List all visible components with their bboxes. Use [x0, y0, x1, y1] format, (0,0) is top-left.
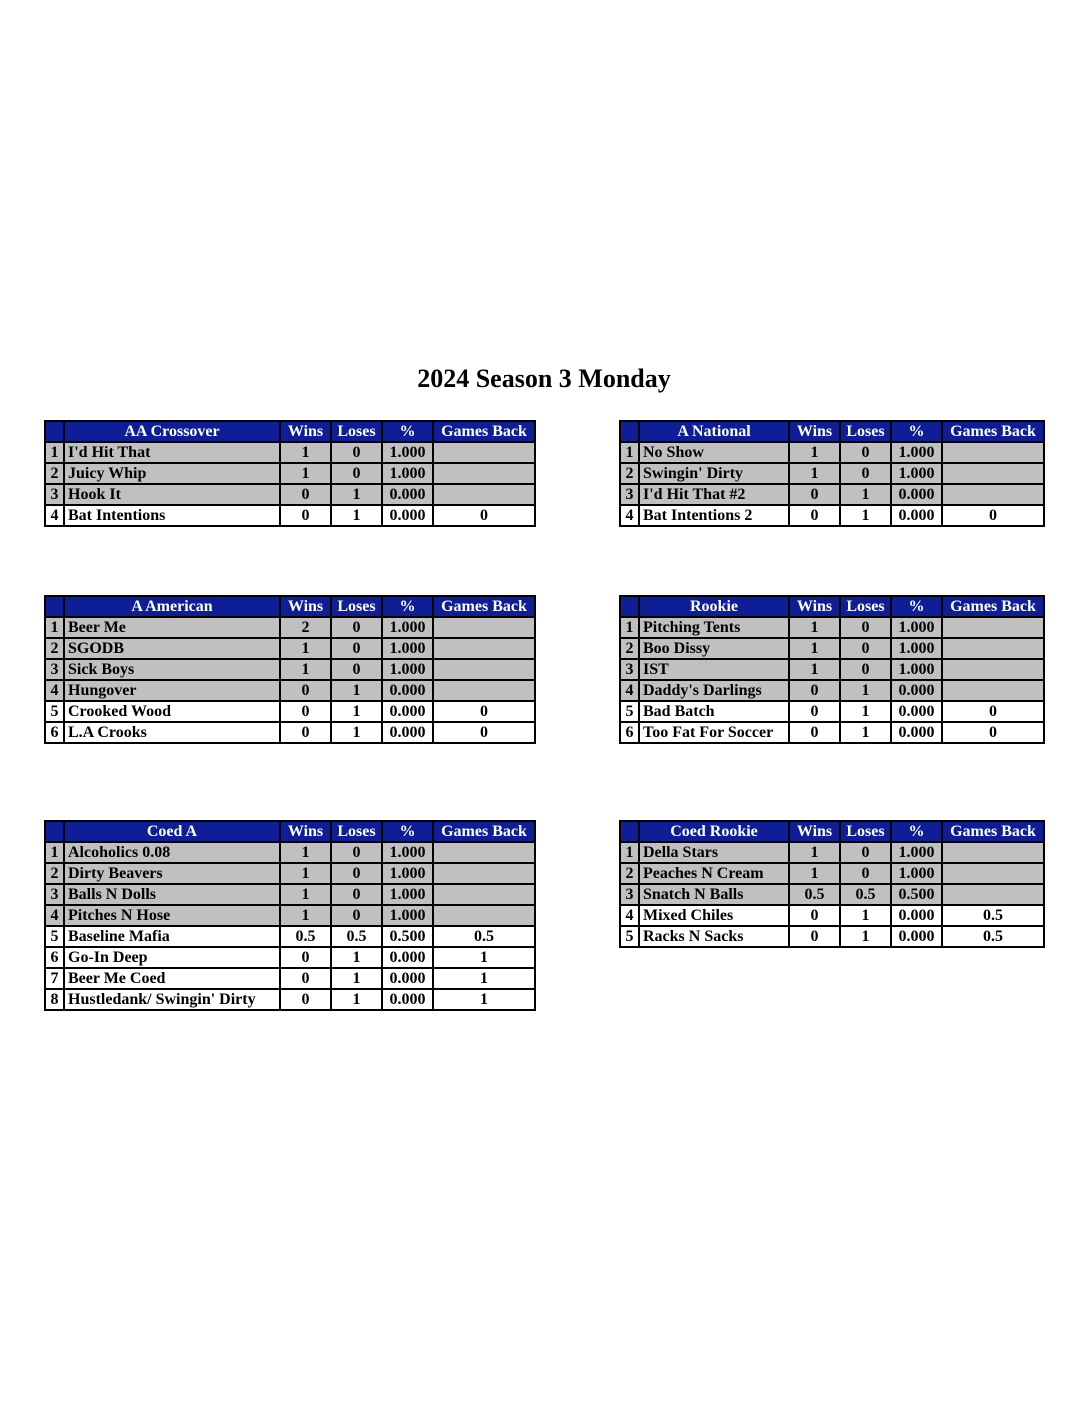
games-back-cell — [433, 463, 535, 484]
wins-cell: 0.5 — [280, 926, 331, 947]
table-row — [45, 926, 535, 947]
wins-cell: 1 — [280, 659, 331, 680]
pct-header: % — [891, 821, 942, 842]
loses-cell: 0 — [331, 659, 382, 680]
rank-cell: 2 — [620, 863, 639, 884]
wins-cell: 0 — [789, 505, 840, 526]
wins-cell: 0 — [789, 680, 840, 701]
table-row — [620, 638, 1044, 659]
loses-header: Loses — [331, 821, 382, 842]
table-header-row — [45, 421, 535, 442]
standings-table-rookie — [619, 595, 1045, 744]
rank-cell: 1 — [620, 442, 639, 463]
pct-cell: 0.000 — [382, 701, 433, 722]
rank-header — [620, 421, 639, 442]
rank-cell: 2 — [620, 638, 639, 659]
wins-cell: 1 — [280, 463, 331, 484]
rank-cell: 5 — [620, 926, 639, 947]
wins-cell: 0 — [280, 968, 331, 989]
games-back-cell — [942, 680, 1044, 701]
team-cell: Pitches N Hose — [64, 905, 280, 926]
rank-cell: 2 — [45, 863, 64, 884]
team-cell: Peaches N Cream — [639, 863, 789, 884]
team-cell: Crooked Wood — [64, 701, 280, 722]
loses-cell: 1 — [840, 680, 891, 701]
table-row — [45, 968, 535, 989]
loses-cell: 0 — [840, 842, 891, 863]
loses-cell: 0 — [331, 442, 382, 463]
wins-header: Wins — [280, 821, 331, 842]
table-row — [45, 463, 535, 484]
table-row — [620, 659, 1044, 680]
games-back-cell — [433, 659, 535, 680]
pct-cell: 0.000 — [382, 484, 433, 505]
table-row — [620, 863, 1044, 884]
team-cell: Too Fat For Soccer — [639, 722, 789, 743]
team-cell: Bad Batch — [639, 701, 789, 722]
rank-cell: 3 — [620, 484, 639, 505]
games-back-cell: 0 — [433, 701, 535, 722]
wins-cell: 1 — [789, 659, 840, 680]
pct-cell: 1.000 — [382, 884, 433, 905]
rank-header — [45, 596, 64, 617]
wins-cell: 1 — [280, 884, 331, 905]
team-cell: Racks N Sacks — [639, 926, 789, 947]
team-cell: Pitching Tents — [639, 617, 789, 638]
pct-cell: 0.000 — [382, 968, 433, 989]
games-back-cell — [433, 638, 535, 659]
pct-cell: 0.000 — [891, 701, 942, 722]
rank-cell: 3 — [620, 884, 639, 905]
loses-header: Loses — [331, 421, 382, 442]
loses-cell: 1 — [331, 722, 382, 743]
table-row — [45, 617, 535, 638]
pct-header: % — [891, 596, 942, 617]
wins-header: Wins — [789, 821, 840, 842]
team-cell: Bat Intentions 2 — [639, 505, 789, 526]
games-back-header: Games Back — [433, 596, 535, 617]
team-cell: No Show — [639, 442, 789, 463]
rank-cell: 4 — [620, 680, 639, 701]
table-row — [620, 484, 1044, 505]
games-back-cell — [942, 638, 1044, 659]
table-row — [620, 905, 1044, 926]
team-cell: Baseline Mafia — [64, 926, 280, 947]
pct-cell: 1.000 — [382, 617, 433, 638]
rank-cell: 3 — [45, 659, 64, 680]
loses-header: Loses — [840, 421, 891, 442]
division-name: AA Crossover — [64, 421, 280, 442]
table-row — [45, 842, 535, 863]
wins-cell: 0 — [789, 905, 840, 926]
wins-cell: 1 — [789, 617, 840, 638]
games-back-cell: 0 — [942, 505, 1044, 526]
standings-table-a-american — [44, 595, 536, 744]
loses-cell: 1 — [331, 505, 382, 526]
games-back-cell — [433, 863, 535, 884]
rank-header — [620, 821, 639, 842]
loses-cell: 0 — [331, 905, 382, 926]
team-cell: Balls N Dolls — [64, 884, 280, 905]
wins-cell: 0 — [280, 947, 331, 968]
table-row — [620, 442, 1044, 463]
loses-cell: 0 — [840, 863, 891, 884]
games-back-cell — [433, 442, 535, 463]
rank-cell: 3 — [45, 884, 64, 905]
loses-cell: 1 — [840, 926, 891, 947]
pct-header: % — [382, 596, 433, 617]
standings-table-aa-crossover — [44, 420, 536, 527]
wins-cell: 1 — [789, 863, 840, 884]
loses-cell: 0.5 — [840, 884, 891, 905]
rank-cell: 2 — [45, 463, 64, 484]
wins-cell: 0 — [789, 484, 840, 505]
rank-cell: 1 — [45, 617, 64, 638]
pct-cell: 1.000 — [382, 638, 433, 659]
table-row — [45, 659, 535, 680]
games-back-cell — [942, 863, 1044, 884]
rank-header — [620, 596, 639, 617]
loses-cell: 0 — [840, 659, 891, 680]
standings-table-a-national — [619, 420, 1045, 527]
loses-cell: 1 — [840, 722, 891, 743]
wins-cell: 1 — [789, 463, 840, 484]
wins-cell: 1 — [280, 905, 331, 926]
games-back-cell: 0 — [942, 701, 1044, 722]
games-back-cell — [433, 617, 535, 638]
team-cell: Dirty Beavers — [64, 863, 280, 884]
games-back-cell — [433, 680, 535, 701]
division-name: Rookie — [639, 596, 789, 617]
pct-cell: 0.000 — [382, 947, 433, 968]
pct-cell: 0.500 — [382, 926, 433, 947]
loses-cell: 0.5 — [331, 926, 382, 947]
pct-cell: 0.000 — [891, 905, 942, 926]
games-back-header: Games Back — [942, 421, 1044, 442]
rank-cell: 7 — [45, 968, 64, 989]
loses-cell: 0 — [840, 638, 891, 659]
table-header-row — [45, 821, 535, 842]
table-row — [45, 505, 535, 526]
loses-cell: 1 — [331, 484, 382, 505]
pct-cell: 1.000 — [891, 659, 942, 680]
rank-cell: 8 — [45, 989, 64, 1010]
team-cell: Hungover — [64, 680, 280, 701]
games-back-cell — [942, 617, 1044, 638]
table-row — [620, 463, 1044, 484]
loses-cell: 0 — [331, 863, 382, 884]
pct-cell: 0.000 — [891, 484, 942, 505]
table-row — [45, 701, 535, 722]
page-title: 2024 Season 3 Monday — [417, 364, 671, 393]
pct-cell: 0.000 — [891, 680, 942, 701]
table-row — [45, 989, 535, 1010]
rank-header — [45, 821, 64, 842]
team-cell: Alcoholics 0.08 — [64, 842, 280, 863]
games-back-cell — [433, 842, 535, 863]
team-cell: I'd Hit That — [64, 442, 280, 463]
wins-cell: 1 — [280, 863, 331, 884]
pct-cell: 1.000 — [382, 905, 433, 926]
pct-cell: 1.000 — [891, 842, 942, 863]
rank-cell: 4 — [45, 680, 64, 701]
loses-cell: 1 — [331, 968, 382, 989]
team-cell: Hook It — [64, 484, 280, 505]
team-cell: Beer Me — [64, 617, 280, 638]
loses-cell: 1 — [840, 484, 891, 505]
pct-header: % — [382, 821, 433, 842]
pct-cell: 0.000 — [891, 722, 942, 743]
games-back-cell — [942, 463, 1044, 484]
loses-cell: 1 — [331, 989, 382, 1010]
loses-cell: 0 — [840, 617, 891, 638]
rank-cell: 1 — [45, 442, 64, 463]
games-back-cell: 0.5 — [433, 926, 535, 947]
loses-cell: 0 — [331, 842, 382, 863]
table-header-row — [45, 596, 535, 617]
division-name: Coed A — [64, 821, 280, 842]
wins-cell: 0 — [280, 989, 331, 1010]
standings-table-coed-a — [44, 820, 536, 1011]
games-back-cell — [433, 884, 535, 905]
table-row — [45, 863, 535, 884]
team-cell: Della Stars — [639, 842, 789, 863]
games-back-cell: 0 — [433, 722, 535, 743]
table-row — [45, 638, 535, 659]
table-row — [45, 484, 535, 505]
pct-header: % — [891, 421, 942, 442]
team-cell: Hustledank/ Swingin' Dirty — [64, 989, 280, 1010]
table-row — [620, 842, 1044, 863]
team-cell: SGODB — [64, 638, 280, 659]
team-cell: Swingin' Dirty — [639, 463, 789, 484]
team-cell: Sick Boys — [64, 659, 280, 680]
table-header-row — [620, 821, 1044, 842]
rank-cell: 1 — [620, 842, 639, 863]
team-cell: L.A Crooks — [64, 722, 280, 743]
games-back-cell: 0.5 — [942, 926, 1044, 947]
rank-cell: 5 — [45, 926, 64, 947]
loses-cell: 1 — [840, 505, 891, 526]
division-name: A National — [639, 421, 789, 442]
loses-cell: 1 — [840, 701, 891, 722]
games-back-cell: 0 — [433, 505, 535, 526]
wins-cell: 0 — [280, 505, 331, 526]
loses-cell: 0 — [840, 463, 891, 484]
games-back-cell — [942, 442, 1044, 463]
loses-header: Loses — [840, 821, 891, 842]
wins-cell: 1 — [789, 442, 840, 463]
wins-cell: 1 — [789, 842, 840, 863]
rank-cell: 6 — [45, 947, 64, 968]
rank-cell: 1 — [620, 617, 639, 638]
games-back-cell: 0 — [942, 722, 1044, 743]
games-back-cell: 1 — [433, 947, 535, 968]
pct-cell: 0.000 — [382, 722, 433, 743]
wins-cell: 2 — [280, 617, 331, 638]
pct-cell: 0.000 — [382, 680, 433, 701]
team-cell: I'd Hit That #2 — [639, 484, 789, 505]
loses-header: Loses — [331, 596, 382, 617]
wins-cell: 0 — [789, 926, 840, 947]
table-row — [620, 722, 1044, 743]
team-cell: Snatch N Balls — [639, 884, 789, 905]
loses-cell: 1 — [331, 701, 382, 722]
games-back-cell — [942, 659, 1044, 680]
pct-cell: 1.000 — [382, 659, 433, 680]
games-back-cell — [942, 484, 1044, 505]
table-row — [45, 442, 535, 463]
pct-cell: 1.000 — [382, 863, 433, 884]
table-row — [45, 722, 535, 743]
loses-header: Loses — [840, 596, 891, 617]
rank-cell: 5 — [620, 701, 639, 722]
wins-cell: 0 — [280, 680, 331, 701]
rank-header — [45, 421, 64, 442]
games-back-cell: 0.5 — [942, 905, 1044, 926]
rank-cell: 3 — [45, 484, 64, 505]
pct-cell: 1.000 — [891, 863, 942, 884]
team-cell: Mixed Chiles — [639, 905, 789, 926]
loses-cell: 0 — [331, 638, 382, 659]
rank-cell: 2 — [45, 638, 64, 659]
rank-cell: 4 — [45, 905, 64, 926]
games-back-header: Games Back — [942, 821, 1044, 842]
pct-header: % — [382, 421, 433, 442]
table-row — [45, 947, 535, 968]
rank-cell: 6 — [45, 722, 64, 743]
rank-cell: 2 — [620, 463, 639, 484]
wins-header: Wins — [280, 596, 331, 617]
standings-table-coed-rookie — [619, 820, 1045, 948]
pct-cell: 1.000 — [891, 638, 942, 659]
games-back-cell: 1 — [433, 989, 535, 1010]
games-back-cell — [942, 884, 1044, 905]
team-cell: Daddy's Darlings — [639, 680, 789, 701]
pct-cell: 1.000 — [891, 617, 942, 638]
table-row — [45, 884, 535, 905]
games-back-cell — [942, 842, 1044, 863]
rank-cell: 4 — [45, 505, 64, 526]
rank-cell: 5 — [45, 701, 64, 722]
team-cell: IST — [639, 659, 789, 680]
pct-cell: 1.000 — [891, 463, 942, 484]
team-cell: Beer Me Coed — [64, 968, 280, 989]
rank-cell: 1 — [45, 842, 64, 863]
team-cell: Go-In Deep — [64, 947, 280, 968]
pct-cell: 0.500 — [891, 884, 942, 905]
loses-cell: 1 — [331, 947, 382, 968]
loses-cell: 1 — [840, 905, 891, 926]
division-name: A American — [64, 596, 280, 617]
wins-cell: 0 — [789, 701, 840, 722]
table-header-row — [620, 596, 1044, 617]
loses-cell: 0 — [331, 884, 382, 905]
loses-cell: 0 — [331, 617, 382, 638]
team-cell: Bat Intentions — [64, 505, 280, 526]
table-row — [620, 617, 1044, 638]
games-back-cell: 1 — [433, 968, 535, 989]
loses-cell: 0 — [840, 442, 891, 463]
wins-header: Wins — [280, 421, 331, 442]
loses-cell: 1 — [331, 680, 382, 701]
pct-cell: 1.000 — [382, 842, 433, 863]
games-back-cell — [433, 484, 535, 505]
wins-cell: 1 — [789, 638, 840, 659]
wins-cell: 0.5 — [789, 884, 840, 905]
wins-cell: 0 — [280, 701, 331, 722]
table-row — [45, 680, 535, 701]
wins-header: Wins — [789, 421, 840, 442]
team-cell: Juicy Whip — [64, 463, 280, 484]
team-cell: Boo Dissy — [639, 638, 789, 659]
table-row — [45, 905, 535, 926]
wins-cell: 1 — [280, 842, 331, 863]
rank-cell: 6 — [620, 722, 639, 743]
wins-cell: 1 — [280, 442, 331, 463]
pct-cell: 0.000 — [891, 926, 942, 947]
rank-cell: 4 — [620, 905, 639, 926]
wins-header: Wins — [789, 596, 840, 617]
table-row — [620, 680, 1044, 701]
loses-cell: 0 — [331, 463, 382, 484]
division-name: Coed Rookie — [639, 821, 789, 842]
wins-cell: 0 — [789, 722, 840, 743]
pct-cell: 1.000 — [891, 442, 942, 463]
rank-cell: 4 — [620, 505, 639, 526]
rank-cell: 3 — [620, 659, 639, 680]
table-row — [620, 505, 1044, 526]
table-row — [620, 701, 1044, 722]
pct-cell: 1.000 — [382, 463, 433, 484]
pct-cell: 0.000 — [382, 989, 433, 1010]
games-back-header: Games Back — [433, 821, 535, 842]
wins-cell: 0 — [280, 722, 331, 743]
wins-cell: 1 — [280, 638, 331, 659]
table-header-row — [620, 421, 1044, 442]
pct-cell: 0.000 — [382, 505, 433, 526]
table-row — [620, 884, 1044, 905]
games-back-header: Games Back — [942, 596, 1044, 617]
table-row — [620, 926, 1044, 947]
pct-cell: 1.000 — [382, 442, 433, 463]
games-back-header: Games Back — [433, 421, 535, 442]
wins-cell: 0 — [280, 484, 331, 505]
pct-cell: 0.000 — [891, 505, 942, 526]
games-back-cell — [433, 905, 535, 926]
